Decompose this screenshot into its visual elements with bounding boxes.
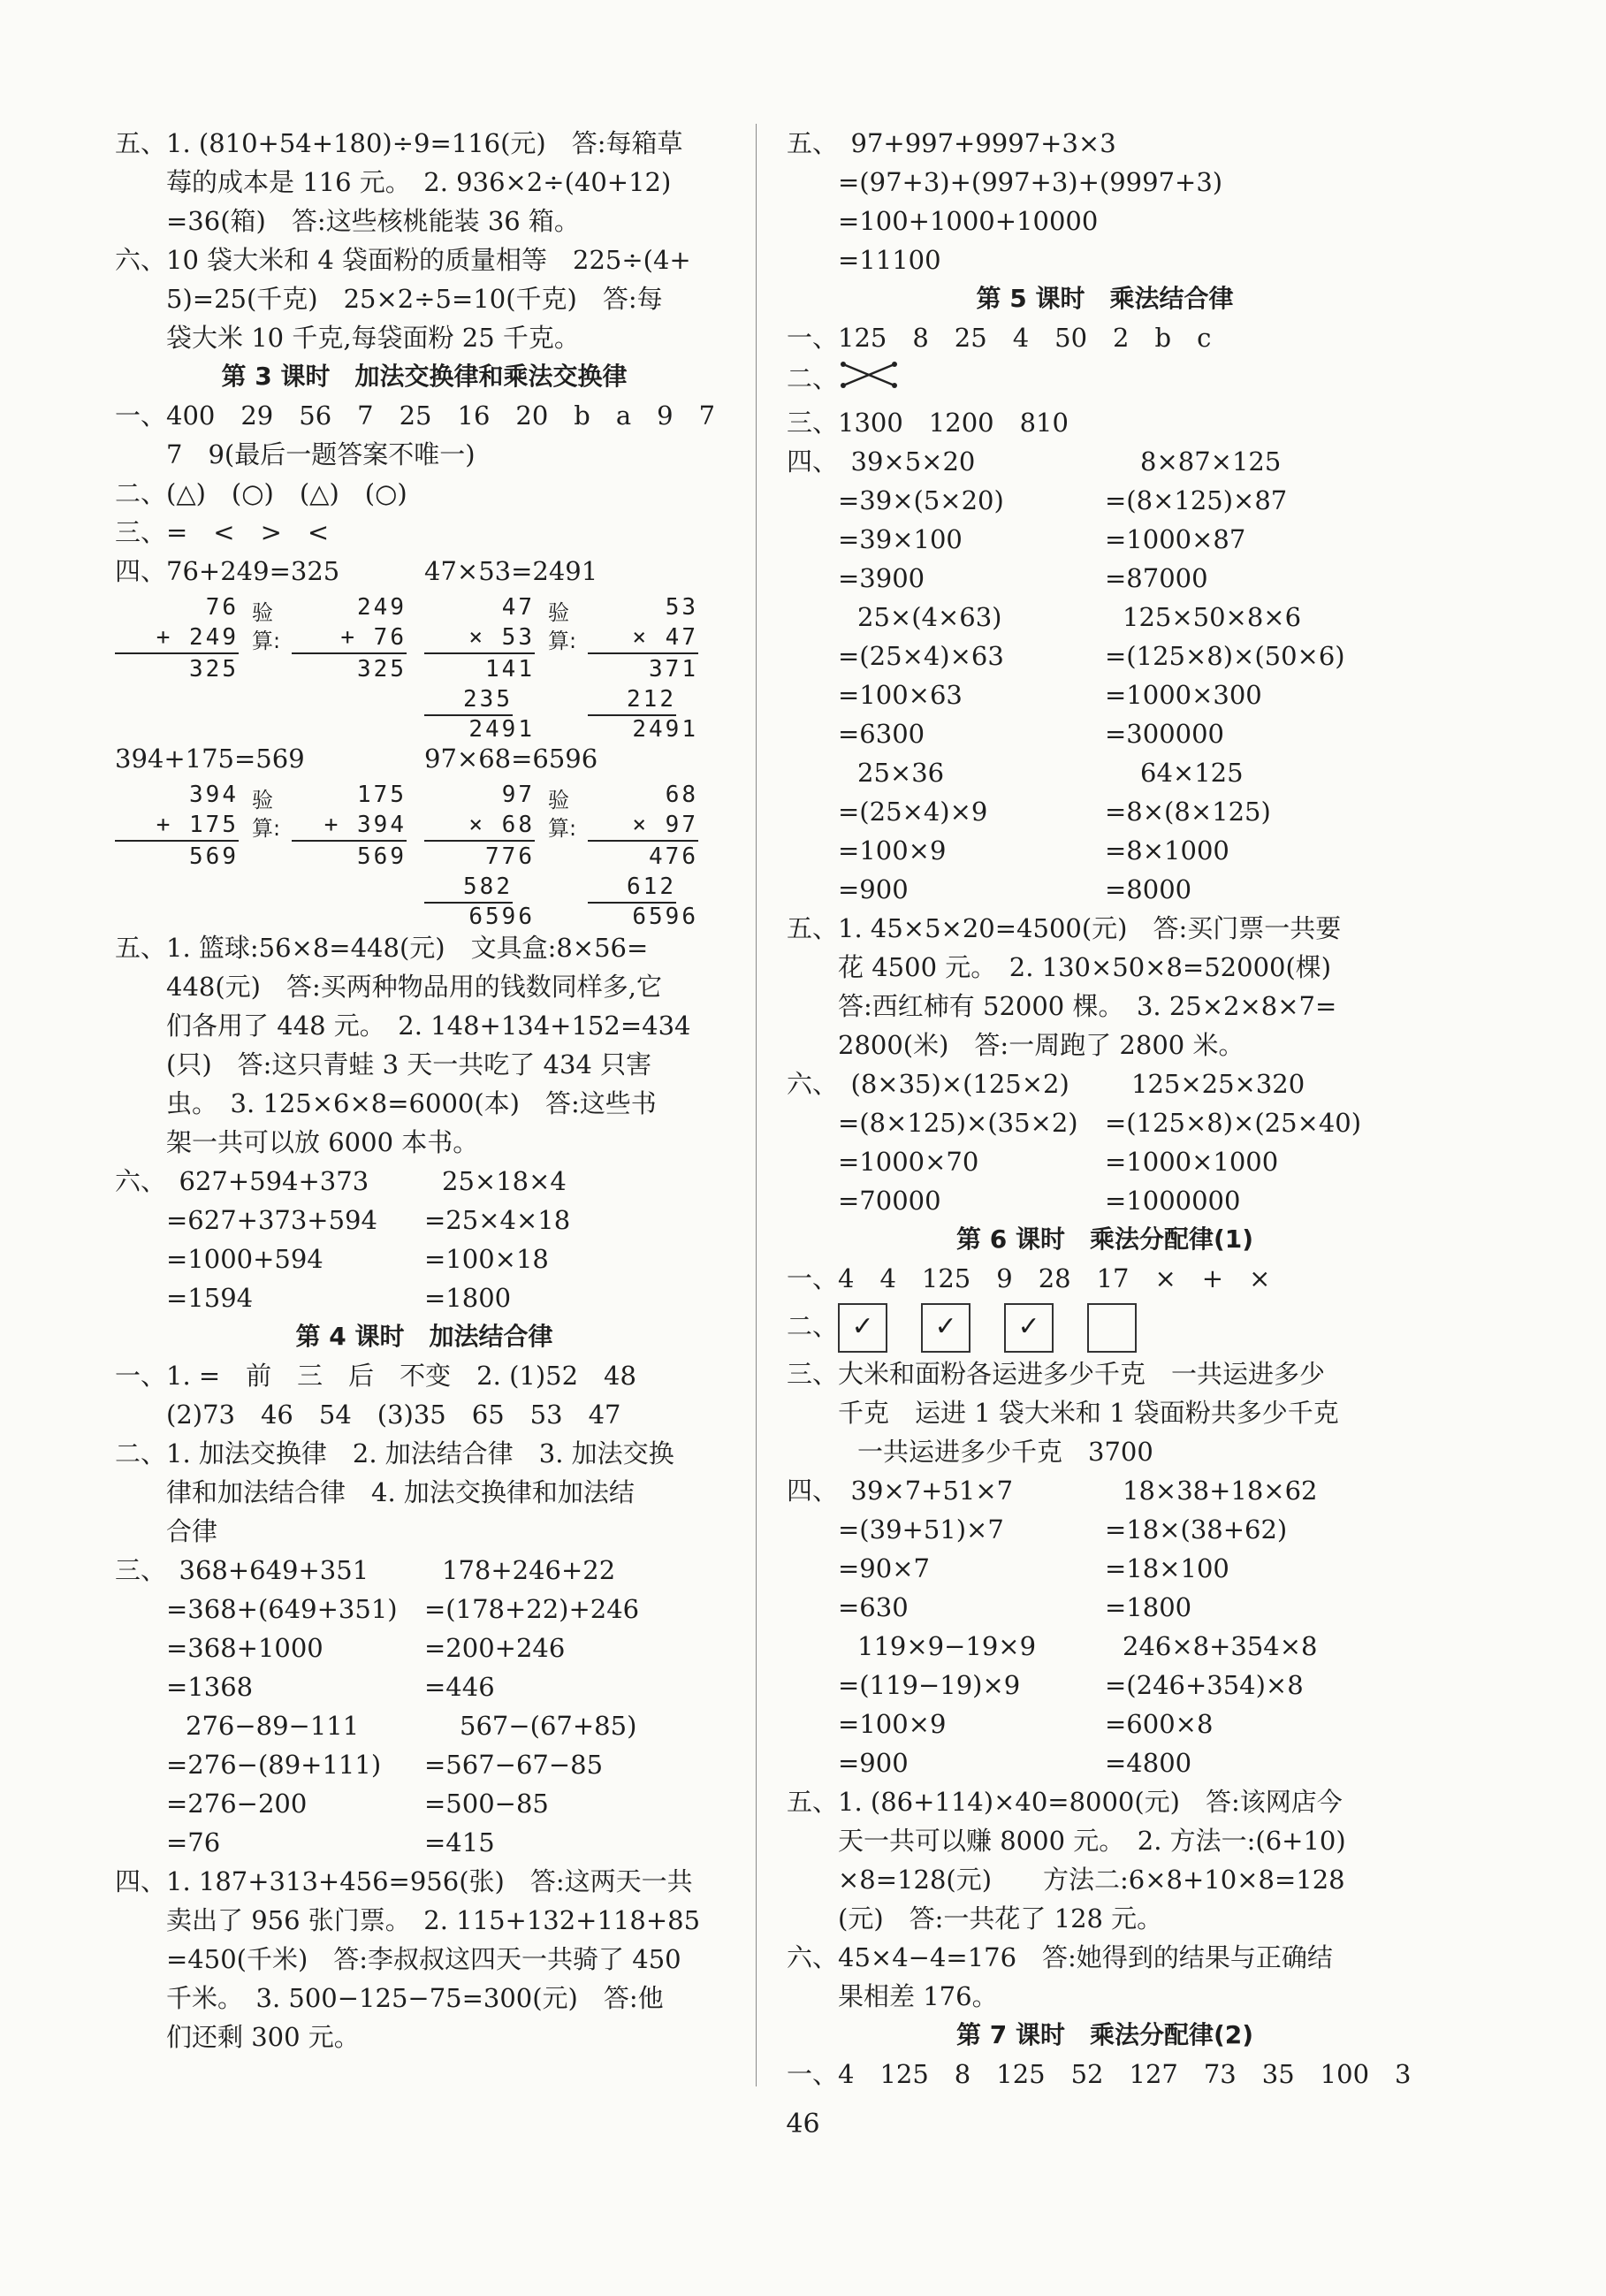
calc-line: =1000×300 — [1105, 680, 1262, 710]
calc-line: 119×9−19×9 — [857, 1631, 1037, 1661]
calc-line: =900 — [838, 874, 909, 904]
page-number: 46 — [786, 2109, 820, 2140]
calc-line: 25×36 — [857, 758, 945, 788]
check-label: 验 — [548, 600, 569, 625]
calc-line: =100×9 — [838, 835, 947, 866]
calc-digit-line: × 68 — [424, 810, 535, 842]
checked-box: ✓ — [921, 1303, 970, 1353]
calc-line: =630 — [838, 1592, 909, 1622]
calc-line: 四、 39×7+51×7 — [787, 1476, 1014, 1506]
text-line: 一、125 8 25 4 50 2 b c — [787, 323, 1212, 353]
calc-line: 8×87×125 — [1140, 446, 1282, 477]
text-line: 二、1. 加法交换律 2. 加法结合律 3. 加法交换 — [115, 1438, 674, 1468]
text-line: 五、1. 篮球:56×8=448(元) 文具盒:8×56= — [115, 933, 649, 963]
calc-line: 125×25×320 — [1131, 1069, 1305, 1099]
calc-line: =(8×125)×(35×2) — [838, 1108, 1078, 1138]
text-line: 律和加法结合律 4. 加法交换律和加法结 — [166, 1477, 635, 1507]
calc-line: =1000×87 — [1105, 524, 1246, 554]
text-line: ×8=128(元) 方法二:6×8+10×8=128 — [838, 1865, 1345, 1895]
calc-line: 25×(4×63) — [857, 602, 1002, 632]
vertical-calc-pair — [115, 780, 424, 875]
calc-line: 四、 39×5×20 — [787, 446, 976, 477]
calc-line: =1000000 — [1105, 1186, 1241, 1216]
text-line: 三、= < > < — [115, 517, 330, 547]
text-line: 架一共可以放 6000 本书。 — [166, 1127, 479, 1157]
section-label: 二、 — [787, 1311, 839, 1341]
calc-line: 六、 627+594+373 — [115, 1166, 369, 1196]
text-line: 一、4 125 8 125 52 127 73 35 100 3 — [787, 2059, 1412, 2089]
text-line: 卖出了 956 张门票。 2. 115+132+118+85 — [166, 1905, 701, 1935]
calc-digit-line: 569 — [189, 843, 239, 870]
calc-line: =100+1000+10000 — [838, 206, 1099, 236]
text-line: (元) 答:一共花了 128 元。 — [838, 1903, 1163, 1934]
text-line: 六、10 袋大米和 4 袋面粉的质量相等 225÷(4+ — [115, 245, 691, 275]
text-line: 一、1. = 前 三 后 不变 2. (1)52 48 — [115, 1361, 636, 1391]
calc-line: =200+246 — [424, 1633, 566, 1663]
calc-line: 五、 97+997+9997+3×3 — [787, 128, 1116, 158]
text-line: 三、大米和面粉各运进多少千克 一共运进多少 — [787, 1359, 1326, 1389]
calc-line: =368+(649+351) — [166, 1594, 398, 1624]
calc-digit-line: × 97 — [588, 810, 698, 842]
calc-digit-line: 569 — [357, 843, 407, 870]
calc-line: 125×50×8×6 — [1123, 602, 1302, 632]
equation-row — [115, 552, 734, 591]
calc-line: 246×8+354×8 — [1123, 1631, 1318, 1661]
text-line: 448(元) 答:买两种物品用的钱数同样多,它 — [166, 972, 662, 1002]
calc-digit-line: 68 — [665, 782, 698, 808]
calc-line: 18×38+18×62 — [1123, 1476, 1318, 1506]
calc-digit-line: × 53 — [424, 622, 535, 654]
calc-line: 276−89−111 — [186, 1711, 360, 1741]
calc-digit-line: 212 — [588, 684, 676, 716]
calc-line: =18×(38+62) — [1105, 1514, 1288, 1545]
text-line: 四、1. 187+313+456=956(张) 答:这两天一共 — [115, 1866, 693, 1896]
calc-line: =500−85 — [424, 1789, 549, 1819]
text-line: 花 4500 元。 2. 130×50×8=52000(棵) — [838, 952, 1332, 982]
calc-line: =87000 — [1105, 563, 1208, 593]
vertical-calc-pair — [424, 780, 734, 930]
text-line: 二、(△) (○) (△) (○) — [115, 478, 407, 508]
calc-row — [787, 1471, 1423, 1782]
calc-row — [115, 1162, 734, 1317]
calc-line: =11100 — [838, 245, 941, 275]
calc-line: =6300 — [838, 719, 925, 749]
calc-digit-line: 371 — [649, 656, 698, 683]
calc-line: =(125×8)×(50×6) — [1105, 641, 1345, 671]
calc-digit-line: × 47 — [588, 622, 698, 654]
check-label: 算: — [548, 816, 577, 841]
empty-box — [1087, 1303, 1137, 1353]
column-divider — [756, 124, 757, 2086]
lesson-heading: 第 7 课时 乘法分配律(2) — [955, 2020, 1254, 2049]
calc-line: =(178+22)+246 — [424, 1594, 640, 1624]
checked-box: ✓ — [1004, 1303, 1054, 1353]
calc-line: =70000 — [838, 1186, 941, 1216]
calc-line: =276−(89+111) — [166, 1750, 382, 1780]
calc-line: =39×100 — [838, 524, 963, 554]
text-line: 5)=25(千克) 25×2÷5=10(千克) 答:每 — [166, 284, 663, 314]
calc-line: 567−(67+85) — [460, 1711, 637, 1741]
calc-digit-line: 582 — [424, 872, 513, 904]
calc-digit-line: + 249 — [115, 622, 239, 654]
calc-line: =1000+594 — [166, 1244, 323, 1274]
right-column — [787, 124, 1423, 2094]
calc-line: =100×18 — [424, 1244, 549, 1274]
calc-digit-line: 476 — [649, 843, 698, 870]
calc-digit-line: 141 — [485, 656, 535, 683]
calc-line: =(125×8)×(25×40) — [1105, 1108, 1362, 1138]
calc-line: 178+246+22 — [442, 1555, 616, 1585]
calc-line: =1000×1000 — [1105, 1147, 1279, 1177]
text-line: (2)73 46 54 (3)35 65 53 47 — [166, 1400, 621, 1430]
calc-line: =1368 — [166, 1672, 254, 1702]
calc-digit-line: 6596 — [632, 904, 698, 930]
calc-line: =8×(8×125) — [1105, 797, 1271, 827]
calc-line: =8000 — [1105, 874, 1192, 904]
lesson-heading: 第 6 课时 乘法分配律(1) — [955, 1224, 1254, 1254]
vertical-calc-pair — [424, 592, 734, 743]
calc-row — [787, 442, 1423, 909]
section-label: 二、 — [787, 363, 839, 393]
check-label: 算: — [252, 816, 281, 841]
calc-line: =567−67−85 — [424, 1750, 604, 1780]
lesson-heading: 第 5 课时 乘法结合律 — [976, 284, 1234, 313]
calc-digit-line: 53 — [665, 594, 698, 621]
text-line: 7 9(最后一题答案不唯一) — [166, 439, 476, 469]
text-line: =36(箱) 答:这些核桃能装 36 箱。 — [166, 206, 580, 236]
equation-row — [115, 739, 734, 778]
calc-line: =368+1000 — [166, 1633, 323, 1663]
calc-line: =100×63 — [838, 680, 963, 710]
calc-digit-line: 47 — [501, 594, 535, 621]
text-line: 袋大米 10 千克,每袋面粉 25 千克。 — [166, 323, 580, 353]
text-line — [787, 357, 1423, 403]
check-label: 算: — [548, 629, 577, 653]
text-line: 千克 运进 1 袋大米和 1 袋面粉共多少千克 — [838, 1398, 1339, 1428]
text-line: 虫。 3. 125×6×8=6000(本) 答:这些书 — [166, 1088, 657, 1118]
calc-digit-line: 2491 — [468, 716, 535, 743]
calc-line: 64×125 — [1140, 758, 1244, 788]
calc-line: =(246+354)×8 — [1105, 1670, 1304, 1700]
text-line: 天一共可以赚 8000 元。 2. 方法一:(6+10) — [838, 1826, 1346, 1856]
calc-line: =3900 — [838, 563, 925, 593]
check-label: 验 — [252, 600, 273, 625]
text-line: 合律 — [166, 1516, 218, 1546]
text-line: 五、1. (810+54+180)÷9=116(元) 答:每箱草 — [115, 128, 683, 158]
calc-line: =100×9 — [838, 1709, 947, 1739]
calc-line: =1594 — [166, 1283, 254, 1313]
text-line: (只) 答:这只青蛙 3 天一共吃了 434 只害 — [166, 1049, 652, 1079]
calc-line: =25×4×18 — [424, 1205, 571, 1235]
calc-digit-line: 6596 — [468, 904, 535, 930]
calc-digit-line: 394 — [189, 782, 239, 808]
calc-line: 六、 (8×35)×(125×2) — [787, 1069, 1069, 1099]
calc-line: =1800 — [1105, 1592, 1192, 1622]
text-line: 们还剩 300 元。 — [166, 2022, 360, 2052]
checkbox-row — [787, 1298, 1423, 1354]
calc-line: =276−200 — [166, 1789, 308, 1819]
text-line: 们各用了 448 元。 2. 148+134+152=434 — [166, 1011, 691, 1041]
text-line: 莓的成本是 116 元。 2. 936×2÷(40+12) — [166, 167, 672, 197]
lesson-heading: 第 3 课时 加法交换律和乘法交换律 — [221, 362, 628, 391]
calc-line: =446 — [424, 1672, 495, 1702]
equation: 76+249=325 — [166, 556, 340, 586]
calc-line: =415 — [424, 1827, 495, 1857]
lesson-heading: 第 4 课时 加法结合律 — [295, 1322, 553, 1351]
check-label: 验 — [548, 788, 569, 812]
equation: 97×68=6596 — [424, 744, 598, 774]
calc-digit-line: 325 — [357, 656, 407, 683]
calc-line: =(25×4)×9 — [838, 797, 988, 827]
calc-line: =90×7 — [838, 1553, 930, 1583]
calc-line: =8×1000 — [1105, 835, 1229, 866]
vertical-calc-row — [115, 780, 734, 930]
text-line: 千米。 3. 500−125−75=300(元) 答:他 — [166, 1983, 664, 2013]
text-line: 答:西红柿有 52000 棵。 3. 25×2×8×7= — [838, 991, 1337, 1021]
section-label: 四、 — [115, 556, 167, 586]
calc-digit-line: 235 — [424, 684, 513, 716]
calc-line: =4800 — [1105, 1748, 1192, 1778]
calc-digit-line: 612 — [588, 872, 676, 904]
calc-digit-line: 175 — [357, 782, 407, 808]
text-line: 五、1. (86+114)×40=8000(元) 答:该网店今 — [787, 1787, 1343, 1817]
text-line: 五、1. 45×5×20=4500(元) 答:买门票一共要 — [787, 913, 1342, 943]
vertical-calc-row — [115, 592, 734, 743]
calc-line: =1800 — [424, 1283, 512, 1313]
text-line: 一、4 4 125 9 28 17 × + × — [787, 1263, 1271, 1293]
calc-line: =600×8 — [1105, 1709, 1214, 1739]
text-line: =450(千米) 答:李叔叔这四天一共骑了 450 — [166, 1944, 681, 1974]
calc-line: =(39+51)×7 — [838, 1514, 1004, 1545]
equation: 394+175=569 — [115, 744, 305, 774]
check-label: 算: — [252, 629, 281, 653]
calc-digit-line: + 394 — [292, 810, 407, 842]
calc-line: =76 — [166, 1827, 221, 1857]
calc-line: =18×100 — [1105, 1553, 1229, 1583]
calc-digit-line: 325 — [189, 656, 239, 683]
calc-line: =900 — [838, 1748, 909, 1778]
calc-row — [787, 1064, 1423, 1220]
calc-line: =39×(5×20) — [838, 485, 1004, 515]
checked-box: ✓ — [838, 1303, 887, 1353]
cross-swap-icon — [838, 357, 900, 403]
calc-line: =(97+3)+(997+3)+(9997+3) — [838, 167, 1223, 197]
calc-digit-line: 2491 — [632, 716, 698, 743]
vertical-calc-pair — [115, 592, 424, 688]
calc-row — [115, 1551, 734, 1862]
text-line: 一共运进多少千克 3700 — [857, 1437, 1153, 1467]
left-column — [115, 124, 734, 2056]
calc-digit-line: 97 — [501, 782, 535, 808]
calc-line: 25×18×4 — [442, 1166, 567, 1196]
calc-line: =1000×70 — [838, 1147, 979, 1177]
calc-digit-line: 249 — [357, 594, 407, 621]
text-line: 六、45×4−4=176 答:她得到的结果与正确结 — [787, 1942, 1333, 1972]
calc-line: 三、 368+649+351 — [115, 1555, 369, 1585]
calc-digit-line: + 76 — [292, 622, 407, 654]
text-line: 一、400 29 56 7 25 16 20 b a 9 7 — [115, 400, 716, 431]
calc-line: =627+373+594 — [166, 1205, 377, 1235]
calc-digit-line: 76 — [205, 594, 239, 621]
text-line: 三、1300 1200 810 — [787, 408, 1069, 438]
calc-digit-line: 776 — [485, 843, 535, 870]
calc-line: =(8×125)×87 — [1105, 485, 1288, 515]
check-label: 验 — [252, 788, 273, 812]
text-line: 果相差 176。 — [838, 1981, 998, 2011]
calc-line: =(119−19)×9 — [838, 1670, 1021, 1700]
text-line: 2800(米) 答:一周跑了 2800 米。 — [838, 1030, 1244, 1060]
calc-digit-line: + 175 — [115, 810, 239, 842]
calc-line: =300000 — [1105, 719, 1225, 749]
equation: 47×53=2491 — [424, 556, 598, 586]
calc-line: =(25×4)×63 — [838, 641, 1004, 671]
